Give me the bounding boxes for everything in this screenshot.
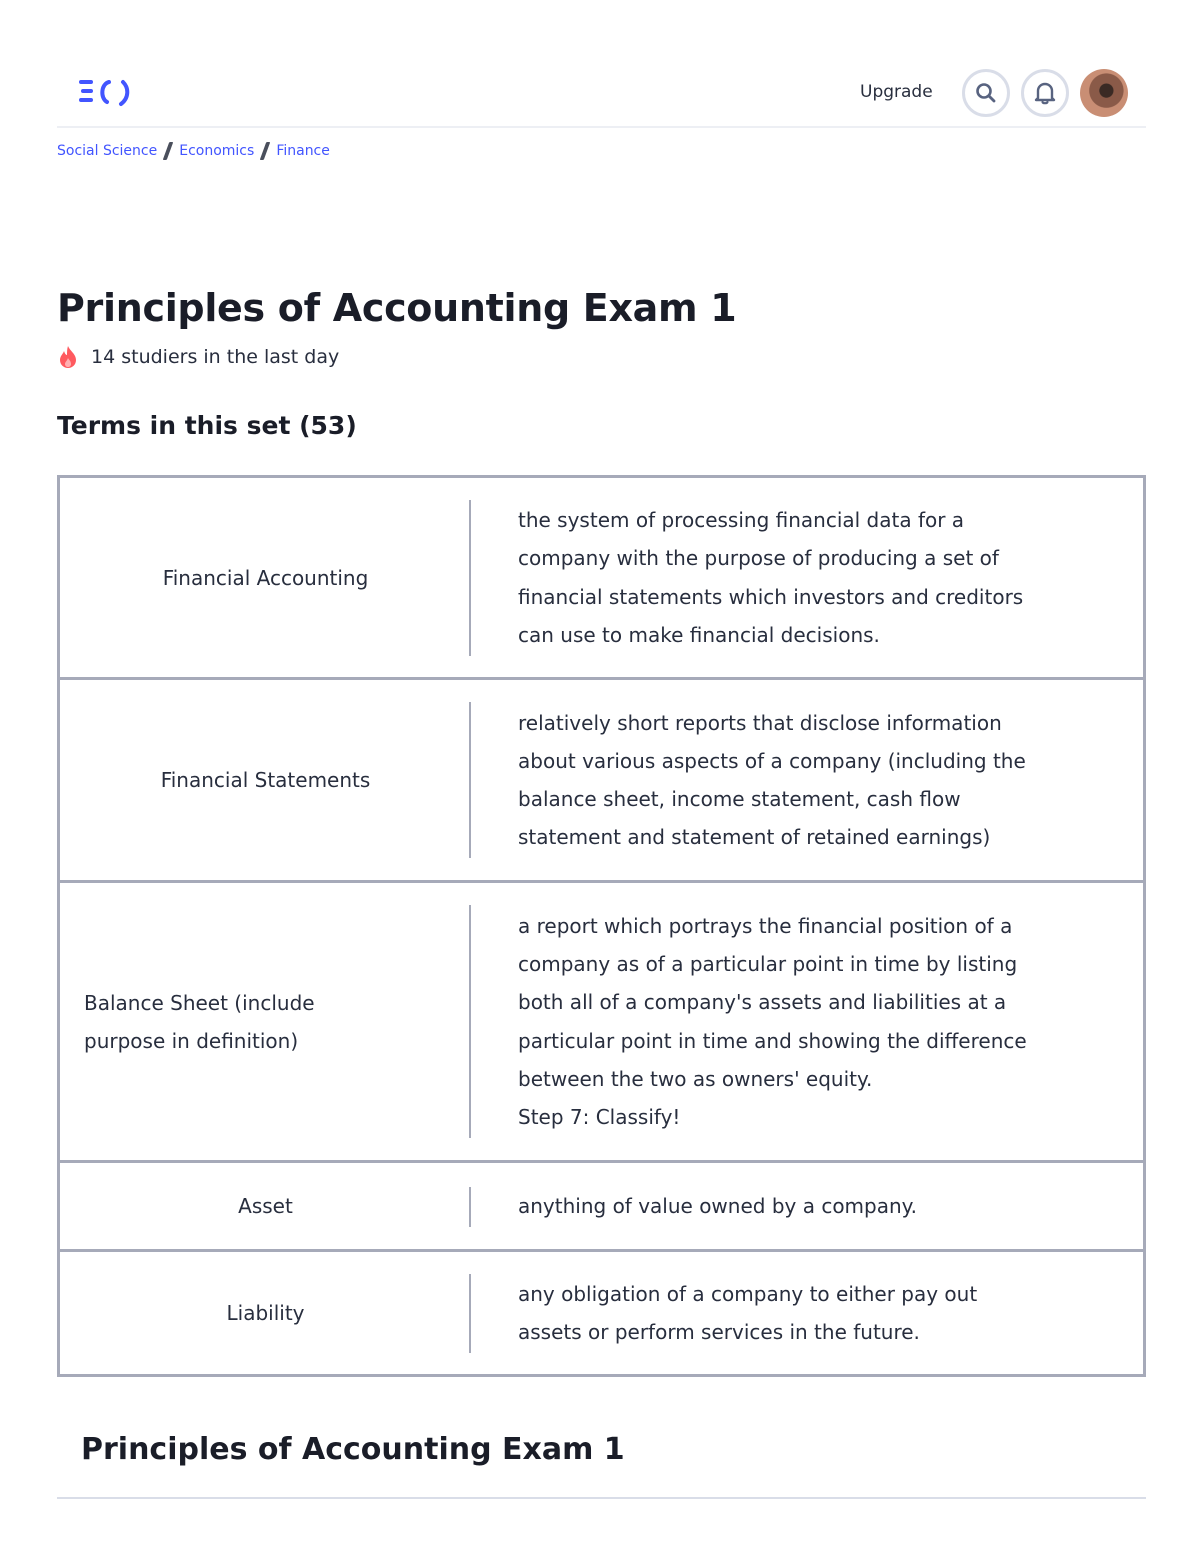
term-text: Financial Accounting [162, 565, 369, 590]
term-text: Balance Sheet (include purpose in definition) [84, 990, 315, 1053]
studiers-text: 14 studiers in the last day [91, 346, 340, 368]
breadcrumb-economics[interactable]: Economics [179, 143, 255, 159]
breadcrumb-separator [260, 142, 271, 160]
search-icon [975, 82, 997, 104]
definition-text: any obligation of a company to either pay out assets or perform services in the future. [518, 1281, 978, 1344]
term-text: Liability [226, 1301, 305, 1325]
definition-text: anything of value owned by a company. [518, 1193, 918, 1218]
breadcrumb-finance[interactable]: Finance [276, 143, 330, 159]
term-text: Asset [238, 1194, 293, 1218]
page-title: Principles of Accounting Exam 1 [57, 286, 737, 330]
breadcrumb-separator [163, 142, 174, 160]
row-divider [469, 1187, 471, 1227]
term-row [60, 680, 1143, 883]
row-divider [469, 1274, 471, 1353]
user-avatar[interactable] [1080, 69, 1128, 117]
flame-icon [57, 345, 79, 369]
search-button[interactable] [962, 69, 1010, 117]
footer-title: Principles of Accounting Exam 1 [81, 1432, 625, 1467]
definition-text: relatively short reports that disclose information about various aspects of a company (including the balance sheet, income statement, cash flow statement and statement of retained earnings) [518, 710, 1026, 850]
quizlet-logo-icon[interactable] [77, 74, 133, 110]
row-divider [469, 702, 471, 858]
definition-text: a report which portrays the financial position of a company as of a particular point in time by listing both all of a company's assets and liabilities at a particular point in time and showing the difference between the two as owners' equity. Step 7: Classify! [518, 913, 1027, 1129]
studiers-count [57, 345, 339, 369]
term-row [60, 1252, 1143, 1377]
upgrade-link[interactable]: Upgrade [860, 82, 933, 102]
top-navigation-bar [57, 62, 1146, 128]
breadcrumb-social-science[interactable]: Social Science [57, 143, 158, 159]
term-row [60, 478, 1143, 680]
term-row [60, 883, 1143, 1163]
terms-table [57, 475, 1146, 1377]
term-text: Financial Statements [160, 768, 371, 792]
breadcrumb [57, 142, 330, 160]
definition-text: the system of processing financial data for a company with the purpose of producing a set of financial statements which investors and creditors can use to make financial decisions. [518, 508, 1024, 647]
notifications-button[interactable] [1021, 69, 1069, 117]
term-row [60, 1163, 1143, 1252]
footer-divider [57, 1497, 1146, 1499]
terms-heading: Terms in this set (53) [57, 411, 357, 440]
bell-icon [1034, 81, 1056, 105]
row-divider [469, 905, 471, 1138]
row-divider [469, 500, 471, 656]
